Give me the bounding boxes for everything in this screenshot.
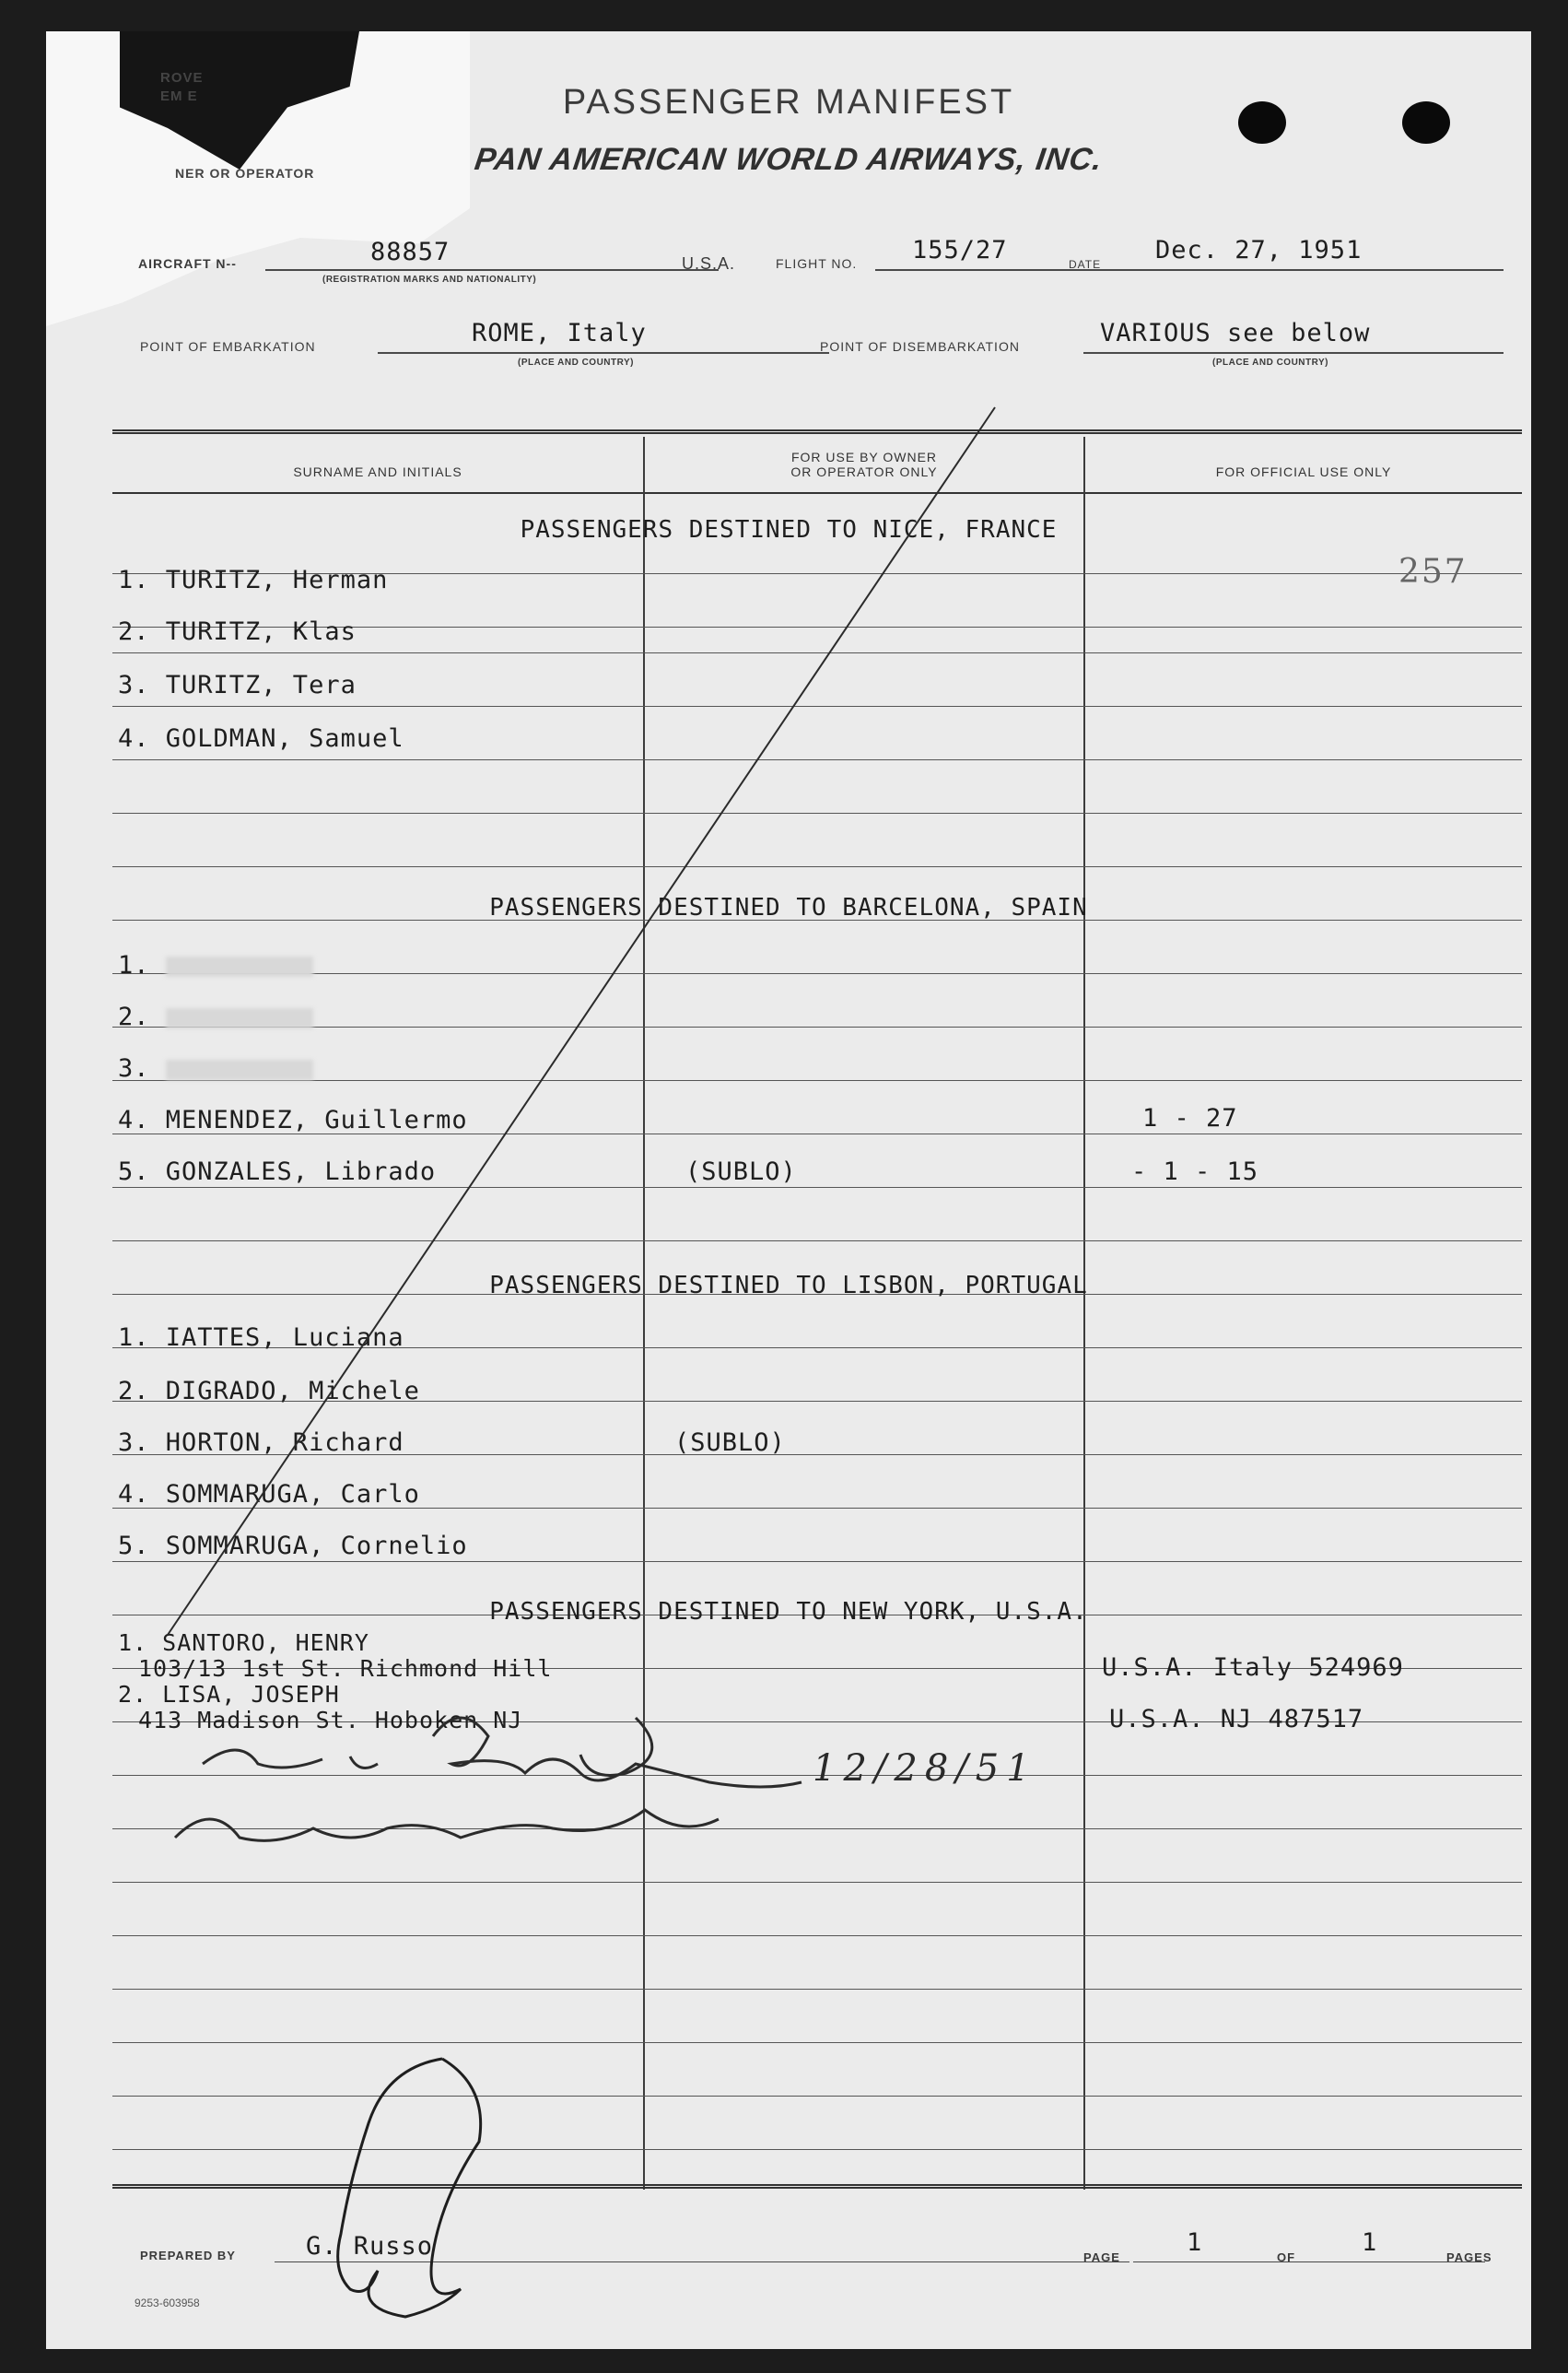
official-entry: 1 - 27 (1142, 1104, 1238, 1133)
passenger-row: 2. TURITZ, Klas (118, 617, 357, 646)
date-value: Dec. 27, 1951 (1155, 236, 1363, 264)
disembarkation-label: POINT OF DISEMBARKATION (820, 339, 1020, 354)
owner-entry: (SUBLO) (674, 1428, 786, 1457)
col-official-header: FOR OFFICIAL USE ONLY (1215, 464, 1392, 479)
passenger-row: 3. HORTON, Richard (118, 1428, 404, 1457)
place-country-note: (PLACE AND COUNTRY) (1212, 358, 1328, 368)
carrier-name: PAN AMERICAN WORLD AIRWAYS, INC. (472, 142, 1106, 177)
page-total: 1 (1362, 2228, 1378, 2257)
handwritten-number (203, 1750, 378, 1768)
row-number: 3. (118, 1054, 150, 1083)
owner-operator-label: NER OR OPERATOR (175, 166, 315, 181)
official-entry: - 1 - 15 (1131, 1157, 1259, 1186)
passenger-row: 1. TURITZ, Herman (118, 566, 389, 594)
aircraft-label: AIRCRAFT N-- (138, 256, 237, 271)
page-title: PASSENGER MANIFEST (562, 83, 1015, 122)
handwritten-date: 12/28/51 (813, 1747, 1037, 1790)
col-surname-header: SURNAME AND INITIALS (293, 464, 462, 479)
passenger-row: 4. SOMMARUGA, Carlo (118, 1480, 420, 1509)
row-number: 1. (118, 951, 150, 980)
official-entry: U.S.A. NJ 487517 (1109, 1705, 1364, 1733)
passenger-row: 2. LISA, JOSEPH (118, 1681, 340, 1708)
flight-value: 155/27 (912, 236, 1008, 264)
page-label: PAGE (1083, 2250, 1120, 2264)
passenger-address: 103/13 1st St. Richmond Hill (138, 1655, 553, 1682)
official-entry: U.S.A. Italy 524969 (1102, 1653, 1404, 1682)
passenger-row: 4. GOLDMAN, Samuel (118, 724, 404, 753)
passenger-row: 1. IATTES, Luciana (118, 1323, 404, 1352)
torn-text: ROVE (160, 70, 204, 86)
passenger-row: 1. SANTORO, HENRY (118, 1629, 369, 1656)
passenger-address: 413 Madison St. Hoboken NJ (138, 1707, 523, 1733)
manifest-sheet (46, 31, 1531, 2349)
row-number: 2. (118, 1003, 150, 1031)
handwriting-overlay (46, 31, 1531, 2349)
registration-note: (REGISTRATION MARKS AND NATIONALITY) (322, 275, 537, 285)
of-label: OF (1277, 2250, 1296, 2264)
usa-label: U.S.A. (682, 254, 736, 273)
date-label: DATE (1069, 258, 1102, 271)
form-id: 9253-603958 (135, 2297, 200, 2309)
col-owner-header-1: FOR USE BY OWNER (790, 450, 938, 464)
passenger-row: 3. TURITZ, Tera (118, 671, 357, 699)
place-country-note: (PLACE AND COUNTRY) (518, 358, 634, 368)
diagonal-strike-line (168, 407, 995, 1635)
page-number: 1 (1187, 2228, 1203, 2257)
handwritten-signature (433, 1718, 802, 1787)
handwritten-annotation (175, 1810, 719, 1840)
disembarkation-value: VARIOUS see below (1100, 319, 1371, 347)
section-heading-barcelona: PASSENGERS DESTINED TO BARCELONA, SPAIN (489, 894, 1088, 922)
handwritten-flourish (580, 1718, 652, 1776)
owner-entry: (SUBLO) (685, 1157, 797, 1186)
prepared-by-label: PREPARED BY (140, 2249, 236, 2262)
pages-label: PAGES (1446, 2250, 1492, 2264)
torn-text: EM E (160, 88, 198, 104)
passenger-row: 4. MENENDEZ, Guillermo (118, 1106, 468, 1134)
flight-label: FLIGHT NO. (776, 256, 858, 271)
embarkation-label: POINT OF EMBARKATION (140, 339, 316, 354)
col-owner-header-2: OR OPERATOR ONLY (790, 464, 938, 479)
signature-mark (338, 2059, 481, 2317)
section-heading-nice: PASSENGERS DESTINED TO NICE, FRANCE (520, 516, 1058, 544)
aircraft-value: 88857 (370, 238, 451, 266)
passenger-row: 5. SOMMARUGA, Cornelio (118, 1532, 468, 1560)
section-heading-new-york: PASSENGERS DESTINED TO NEW YORK, U.S.A. (489, 1598, 1088, 1626)
section-heading-lisbon: PASSENGERS DESTINED TO LISBON, PORTUGAL (489, 1272, 1088, 1299)
passenger-row: 2. DIGRADO, Michele (118, 1377, 420, 1405)
stamp-number: 257 (1398, 553, 1468, 591)
passenger-row: 5. GONZALES, Librado (118, 1157, 437, 1186)
prepared-by-value: G. Russo (306, 2232, 434, 2261)
embarkation-value: ROME, Italy (472, 319, 647, 347)
